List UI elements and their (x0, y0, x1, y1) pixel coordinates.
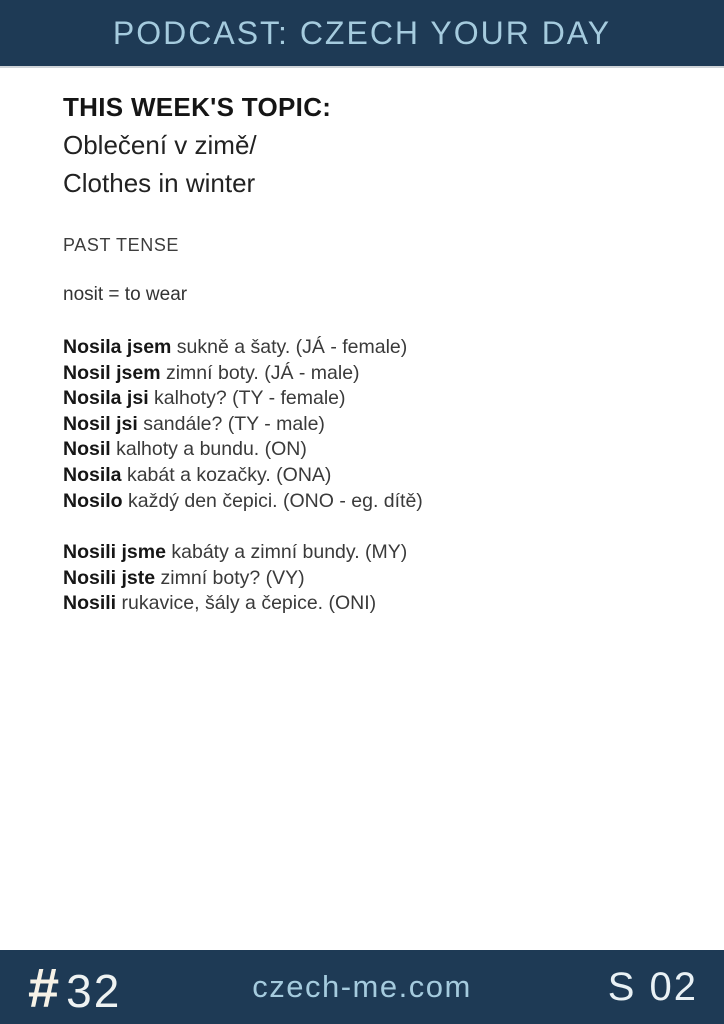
website-link[interactable]: czech-me.com (252, 969, 472, 1004)
sentence-line (63, 386, 694, 412)
tense-label: PAST TENSE (63, 235, 180, 255)
sentence-rest: kabát a kozačky. (ONA) (121, 463, 332, 486)
sentence-line (63, 412, 694, 438)
sentence-line (63, 361, 694, 387)
sentence-line (63, 335, 694, 361)
sentence-rest: sandále? (TY - male) (137, 412, 325, 435)
topic-czech: Oblečení v zimě/ (63, 130, 257, 160)
sentence-line (63, 489, 694, 515)
sentence-rest: každý den čepici. (ONO - eg. dítě) (122, 489, 423, 512)
verb-note: nosit = to wear (63, 284, 188, 305)
verb-form: Nosilo (63, 489, 123, 512)
verb-form: Nosila (63, 463, 122, 486)
verb-form: Nosil jsem (63, 361, 161, 384)
sentence-rest: kalhoty a bundu. (ON) (110, 438, 307, 461)
sentence-rest: kabáty a zimní bundy. (MY) (165, 541, 408, 564)
sentence-rest: sukně a šaty. (JÁ - female) (171, 336, 408, 358)
season-label: S 02 (607, 964, 698, 1009)
verb-form: Nosili (63, 592, 117, 615)
sentence-rest: kalhoty? (TY - female) (148, 387, 346, 410)
main-content (63, 88, 694, 617)
header-bar (0, 0, 724, 68)
sentence-group-singular (63, 335, 694, 514)
verb-form: Nosili jsme (63, 541, 166, 564)
verb-form: Nosila jsem (63, 336, 172, 358)
sentence-line (63, 437, 694, 463)
verb-form: Nosil jsi (63, 412, 138, 435)
episode-number: 32 (66, 965, 122, 1017)
episode-number-block (28, 956, 122, 1019)
sentence-rest: rukavice, šály a čepice. (ONI) (116, 592, 377, 615)
verb-form: Nosil (63, 438, 111, 461)
hash-icon: # (28, 956, 60, 1019)
sentence-rest: zimní boty. (JÁ - male) (160, 361, 360, 384)
verb-form: Nosila jsi (63, 387, 149, 410)
sentence-line (63, 463, 694, 489)
header-title: PODCAST: CZECH YOUR DAY (112, 14, 612, 51)
topic-english: Clothes in winter (63, 168, 256, 198)
sentence-line (63, 566, 694, 592)
sentence-line (63, 540, 694, 566)
topic-label: THIS WEEK'S TOPIC: (63, 92, 332, 122)
sentence-line (63, 591, 694, 617)
footer-bar (0, 950, 724, 1024)
verb-form: Nosili jste (63, 566, 156, 589)
sentence-rest: zimní boty? (VY) (155, 566, 305, 589)
sentence-group-plural (63, 540, 694, 617)
